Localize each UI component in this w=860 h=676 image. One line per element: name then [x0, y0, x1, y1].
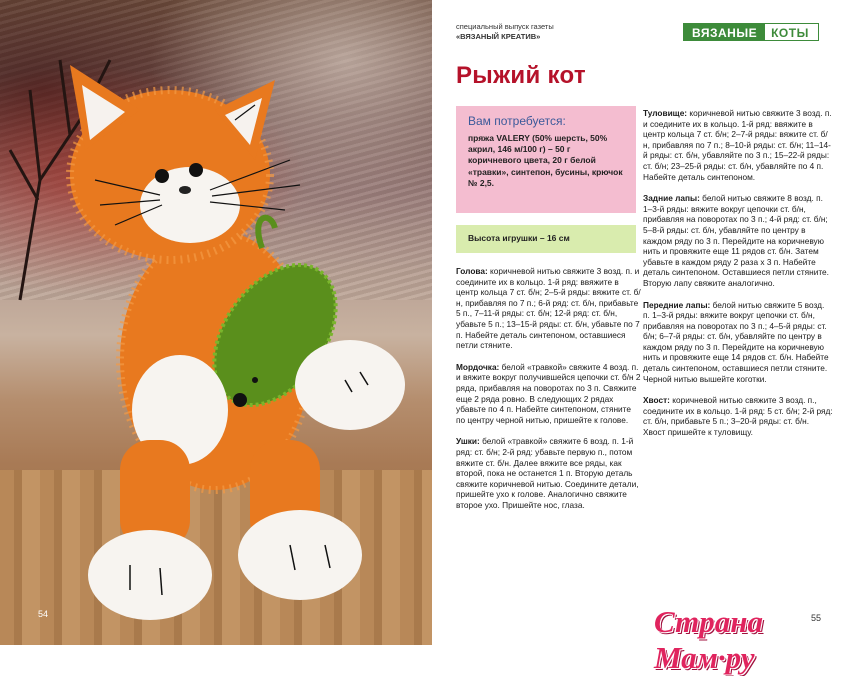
materials-text: пряжа VALERY (50% шерсть, 50% акрил, 146 м/100 г) – 50 г коричневого цвета, 20 г белой «травки», синтепон, бусины, крючок № 2,5. — [468, 133, 623, 188]
materials-heading: Вам потребуется: — [468, 114, 566, 128]
cat-paw-front-right — [295, 340, 405, 430]
section-body: Туловище: коричневой нитью свяжите 3 возд. п. и соедините их в кольцо. 1-й ряд: ввяжите в центр кольца 7 ст. б/н; 2–7-й ряды: вяжите ст. б/н, прибавляя по 7 п.; 8–10-й ряды: ст. б/н; 11–14-й ряды: ст. б/н, убавляйте по 3 п.; 15–22-й ряды: ст. б/н; 23–25-й ряды: ст. б/н, убавляйте по 4 п. Набейте деталь синтепоном. — [643, 108, 832, 182]
section-tag-part2: КОТЫ — [765, 24, 817, 40]
publication-header — [456, 22, 554, 42]
publication-line-2: «ВЯЗАНЫЙ КРЕАТИВ» — [456, 32, 541, 41]
section-head: Голова: коричневой нитью свяжите 3 возд. п. и соедините их в кольцо. 1-й ряд: ввяжите в центр кольца 7 ст. б/н; 2–5-й ряды: вяжите ст. б/н, прибавляя по 7 п.; 6-й ряд: ст. б/н, прибавьте 5 п., 7–11-й ряды: ст. б/н; 12-й ряд: ст. б/н, убавьте 5 п.; 13–15-й ряды: ст. б/н, убавьте по 7 п. Набейте деталь синтепоном, оставшиеся петли стяните. — [456, 266, 641, 351]
cat-photo — [0, 0, 432, 645]
article-title: Рыжий кот — [456, 62, 586, 89]
site-watermark: Страна Мам·ру — [654, 604, 763, 675]
instructions-column-2 — [643, 108, 833, 449]
section-tail: Хвост: коричневой нитью свяжите 3 возд. п., соедините их в кольцо. 1-й ряд: 5 ст. б/н; 2-й ряд: ст. б/н, прибавьте 5 п.; 3–20-й ряды: ст. б/н. Хвост пришейте к туловищу. — [643, 395, 833, 438]
cat-muzzle — [140, 167, 240, 243]
section-tag — [683, 23, 819, 41]
toy-height-box: Высота игрушки – 16 см — [456, 225, 636, 253]
text-page — [432, 0, 860, 675]
cat-paw-back-left — [88, 530, 212, 620]
cat-illustration — [0, 0, 432, 645]
section-muzzle: Мордочка: белой «травкой» свяжите 4 возд. п. и вяжите вокруг получившейся цепочки ст. б/н 2 ряда, прибавляя на поворотах по 3 п. Свяжите еще 2 ряда ровно. В следующих 2 рядах убавьте по 4 п. Набейте синтепоном, стяните по центру черной нитью, пришейте к голове. — [456, 361, 641, 425]
section-tag-part1: ВЯЗАНЫЕ — [684, 24, 765, 40]
instructions-column-1 — [456, 266, 641, 521]
page-number-right: 55 — [811, 613, 822, 623]
section-back-legs: Задние лапы: белой нитью свяжите 8 возд. п. 1–3-й ряды: вяжите вокруг цепочки ст. б/н, прибавляя на поворотах по 3 п.; 4-й ряд: ст. б/н; 5–8-й ряды: ст. б/н, убавляйте по центру в каждом ряду по 3 п. Перейдите на коричневую нить и провяжите еще 11 рядов ст. б/н. Затем убавьте в каждом ряду 2 раза х 3 п. Набейте деталь синтепоном. Оставшиеся петли стяните. Вторую лапу свяжите аналогично. — [643, 193, 829, 288]
page-number-left: 54 — [38, 609, 49, 619]
cat-paw-back-right — [238, 510, 362, 600]
materials-box — [456, 106, 636, 213]
publication-line-1: специальный выпуск газеты — [456, 22, 554, 31]
cat-eye-left — [155, 169, 169, 183]
section-ears: Ушки: белой «травкой» свяжите 6 возд. п. 1-й ряд: ст. б/н; 2-й ряд: убавьте первую п., потом вяжите ст. б/н. Далее вяжите все ряды, как второй, пока не останется 1 п. Вторую деталь свяжите коричневой нитью. Соедините детали, пришейте ухо к голове. Аналогично свяжите второе ухо. Пришейте нос, глаза. — [456, 436, 639, 510]
section-front-legs: Передние лапы: белой нитью свяжите 5 возд. п. 1–3-й ряды: вяжите вокруг цепочки ст. б/н, прибавляя на поворотах по 3 п.; 4–5-й ряды: ст. б/н; 6–7-й ряды: ст. б/н, убавляйте по центру в каждом ряду по 3 п. Перейдите на коричневую нить и провяжите еще 14 рядов ст. б/н. Набейте деталь синтепоном, оставшиеся петли стяните. Черной нитью вышейте коготки. — [643, 299, 829, 384]
cat-eye-right — [189, 163, 203, 177]
